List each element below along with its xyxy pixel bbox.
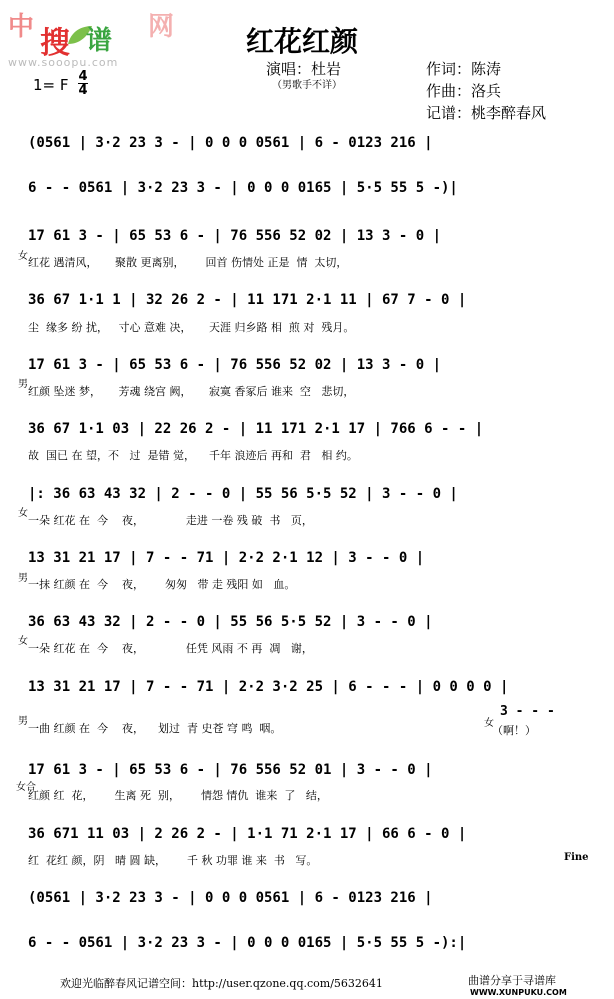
notes: 13 31 21 17 | 7 - - 71 | 2·2 2·1 12 | 3 - - 0 | <box>28 550 425 566</box>
lyric-row-7: 一朵 红花 在 今 夜， 走进 一卷 残 破 书 页， <box>28 514 313 527</box>
singer-note: （男歌手不详） <box>272 80 342 91</box>
lyric-row-5: 红颜 坠迷 梦， 芳魂 绕宫 阙， 寂寞 香冢后 谁来 空 悲切， <box>28 385 355 398</box>
voice-tag: 女 <box>18 251 28 262</box>
voice-tag: 男 <box>18 573 28 584</box>
staff-row-3 <box>28 228 588 250</box>
composer: 作曲：洛兵 <box>426 82 502 100</box>
voice-tag: 女 <box>18 508 28 519</box>
fine-mark: Fine <box>564 852 589 863</box>
aside-note: 3 - - - <box>500 704 555 719</box>
notes: (0561 | 3·2 23 3 - | 0 0 0 0561 | 6 - 0123 216 | <box>28 890 433 906</box>
voice-tag: 男 <box>18 716 28 727</box>
lyric-row-4: 尘 缘多 纷 扰， 寸心 意难 决， 天涯 归乡路 相 煎 对 残月。 <box>28 321 355 334</box>
staff-row-4 <box>28 292 588 314</box>
staff-row-10 <box>28 679 588 701</box>
staff-row-8 <box>28 550 588 572</box>
song-title: 红花红颜 <box>246 25 359 58</box>
logo-url: www.sooopu.com <box>8 56 119 69</box>
notes: 17 61 3 - | 65 53 6 - | 76 556 52 02 | 13 3 - 0 | <box>28 357 442 373</box>
aside-voice-tag: 女 <box>484 718 494 729</box>
time-top: 4 <box>78 69 88 84</box>
staff-row-1 <box>28 135 588 157</box>
lyric-row-10: 一曲 红颜 在 今 夜， 划过 青 史苍 穹 鸣 咽。 <box>28 722 282 735</box>
voice-tag: 女合 <box>16 782 36 793</box>
transcriber: 记谱：桃李醉春风 <box>426 104 547 122</box>
lyricist: 作词：陈涛 <box>426 60 502 78</box>
lyric-row-12: 红 花红 颜，阴 晴 圆 缺， 千 秋 功罪 谁 来 书 写。 <box>28 854 318 867</box>
staff-row-7 <box>28 486 588 508</box>
notes: 6 - - 0561 | 3·2 23 3 - | 0 0 0 0165 | 5·5 55 5 -):| <box>28 935 467 951</box>
notes: |: 36 63 43 32 | 2 - - 0 | 55 56 5·5 52 | 3 - - 0 | <box>28 486 458 502</box>
key-signature: 1= F <box>33 76 69 94</box>
staff-row-12 <box>28 826 588 848</box>
notes: 17 61 3 - | 65 53 6 - | 76 556 52 01 | 3 - - 0 | <box>28 762 433 778</box>
logo-pu: 谱 <box>86 26 113 56</box>
time-signature <box>78 70 88 97</box>
lyric-row-6: 故 国已 在 望，不 过 是错 觉， 千年 浪迹后 再和 君 相 约。 <box>28 449 358 462</box>
notes: 36 67 1·1 03 | 22 26 2 - | 11 171 2·1 17 | 766 6 - - | <box>28 421 484 437</box>
notes: 36 63 43 32 | 2 - - 0 | 55 56 5·5 52 | 3 - - 0 | <box>28 614 433 630</box>
voice-tag: 男 <box>18 379 28 390</box>
staff-row-14 <box>28 935 588 957</box>
lyric-row-3: 红花 遇清风， 聚散 更离别， 回首 伤情处 正是 情 太切， <box>28 256 348 269</box>
share-url: WWW.XUNPUKU.COM <box>470 988 567 997</box>
lyric-row-8: 一抹 红颜 在 今 夜， 匆匆 带 走 残阳 如 血。 <box>28 578 296 591</box>
time-bottom: 4 <box>78 83 88 98</box>
logo-sou: 搜 <box>40 26 70 61</box>
notes: 6 - - 0561 | 3·2 23 3 - | 0 0 0 0165 | 5·5 55 5 -)| <box>28 180 458 196</box>
notes: (0561 | 3·2 23 3 - | 0 0 0 0561 | 6 - 0123 216 | <box>28 135 433 151</box>
singer: 演唱：杜岩 <box>266 60 342 78</box>
logo-zhong: 中 <box>8 12 36 42</box>
notes: 13 31 21 17 | 7 - - 71 | 2·2 3·2 25 | 6 - - - | 0 0 0 0 | <box>28 679 509 695</box>
staff-row-2 <box>28 180 588 202</box>
lyric-row-11: 红颜 红 花， 生离 死 别， 情怨 情仇 谁来 了 结， <box>28 789 328 802</box>
notes: 36 67 1·1 1 | 32 26 2 - | 11 171 2·1 11 | 67 7 - 0 | <box>28 292 467 308</box>
staff-row-9 <box>28 614 588 636</box>
staff-row-13 <box>28 890 588 912</box>
notes: 36 671 11 03 | 2 26 2 - | 1·1 71 2·1 17 | 66 6 - 0 | <box>28 826 467 842</box>
share-text: 曲谱分享于寻谱库 <box>468 974 556 987</box>
lyric-row-9: 一朵 红花 在 今 夜， 任凭 风雨 不 再 凋 谢， <box>28 642 313 655</box>
notes: 17 61 3 - | 65 53 6 - | 76 556 52 02 | 13 3 - 0 | <box>28 228 442 244</box>
staff-row-6 <box>28 421 588 443</box>
logo-wang: 网 <box>148 12 175 42</box>
welcome-text: 欢迎光临醉春风记谱空间：http://user.qzone.qq.com/5632641 <box>60 977 383 990</box>
aside-lyric: （啊！） <box>492 724 536 737</box>
staff-row-5 <box>28 357 588 379</box>
voice-tag: 女 <box>18 636 28 647</box>
staff-row-11 <box>28 762 588 784</box>
